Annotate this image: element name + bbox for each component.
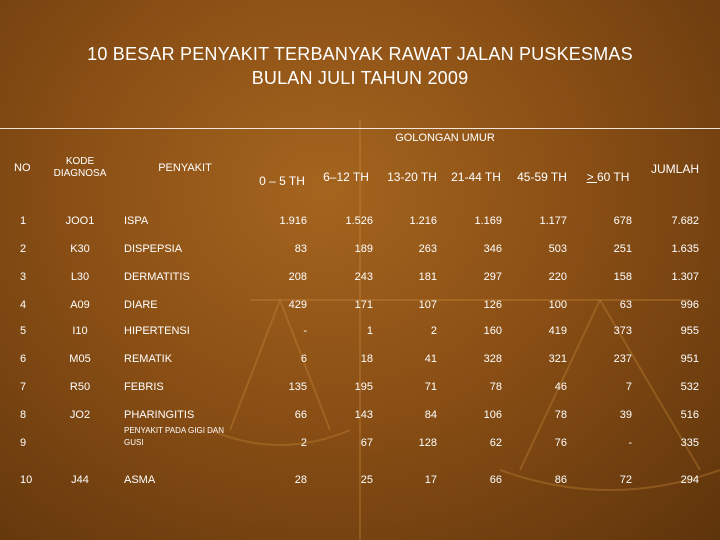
row-value: 106 [483,409,502,421]
header-age-60-text: 60 TH [596,170,630,184]
row-no: 4 [20,299,27,311]
row-value: 503 [548,243,567,255]
row-value: 41 [424,353,437,365]
row-value: 158 [613,271,632,283]
row-value: 951 [680,353,699,365]
row-value: 67 [360,437,373,449]
row-penyakit: PHARINGITIS [124,409,195,421]
row-value: 71 [424,381,437,393]
row-value: 84 [424,409,437,421]
row-value: 160 [483,325,502,337]
row-value: 63 [619,299,632,311]
row-value: 237 [613,353,632,365]
row-kode: I10 [72,325,88,337]
header-kode-diagnosa-text: KODE DIAGNOSA [53,156,107,179]
row-value: 66 [294,409,307,421]
row-value: 1.916 [279,215,307,227]
row-no: 2 [20,243,27,255]
row-value: 7 [625,381,632,393]
row-value: 107 [418,299,437,311]
row-value: 297 [483,271,502,283]
row-value: 321 [548,353,567,365]
row-value: 516 [680,409,699,421]
row-value: 76 [554,437,567,449]
row-kode: A09 [70,299,90,311]
row-value: - [628,437,632,449]
row-no: 6 [20,353,27,365]
row-value: 6 [300,353,307,365]
row-no: 3 [20,271,27,283]
row-value: 78 [489,381,502,393]
header-age-60-plus [576,170,640,184]
row-value: 135 [288,381,307,393]
row-value: 955 [680,325,699,337]
header-kode-diagnosa [44,156,116,180]
row-value: 263 [418,243,437,255]
page-title [0,42,720,90]
row-no: 8 [20,409,27,421]
row-value: 83 [294,243,307,255]
row-value: 72 [619,474,632,486]
title-line-2: BULAN JULI TAHUN 2009 [251,68,469,88]
row-no: 1 [20,215,27,227]
row-value: 678 [613,215,632,227]
row-kode: R50 [69,381,91,393]
row-value: 128 [418,437,437,449]
row-value: 189 [354,243,373,255]
row-penyakit: FEBRIS [124,381,164,393]
row-value: 62 [489,437,502,449]
row-value: 1.169 [474,215,502,227]
row-kode: J44 [71,474,89,486]
title-line-1: 10 BESAR PENYAKIT TERBANYAK RAWAT JALAN PUSKESMAS [87,44,633,64]
row-value: 171 [354,299,373,311]
row-value: 532 [680,381,699,393]
row-value: 2 [300,437,307,449]
row-value: 1.177 [539,215,567,227]
row-value: 1 [366,325,373,337]
row-value: 429 [288,299,307,311]
row-penyakit: DISPEPSIA [124,243,183,255]
header-age-13-20: 13-20 TH [387,170,437,184]
header-age-60-prefix: > [586,170,597,184]
row-value: 39 [619,409,632,421]
row-kode: JOO1 [65,215,95,227]
header-no: NO [14,162,31,174]
row-value: 46 [554,381,567,393]
header-age-45-59: 45-59 TH [517,170,567,184]
row-no: 10 [20,474,33,486]
row-value: 195 [354,381,373,393]
row-value: 373 [613,325,632,337]
row-penyakit: PENYAKIT PADA GIGI DAN GUSI [124,426,225,447]
header-jumlah: JUMLAH [650,162,699,176]
header-age-6-12: 6–12 TH [323,170,369,184]
row-value: 28 [294,474,307,486]
row-kode: JO2 [69,409,91,421]
row-value: 346 [483,243,502,255]
row-value: 243 [354,271,373,283]
row-value: 78 [554,409,567,421]
row-kode: K30 [70,243,90,255]
row-value: 1.307 [671,271,699,283]
row-kode: M05 [69,353,91,365]
row-value: 1.635 [671,243,699,255]
row-kode: L30 [70,271,90,283]
row-value: 1.216 [409,215,437,227]
row-value: 294 [680,474,699,486]
row-value: 143 [354,409,373,421]
row-penyakit: REMATIK [124,353,173,365]
row-value: - [303,325,307,337]
header-golongan-umur: GOLONGAN UMUR [395,132,495,144]
row-value: 328 [483,353,502,365]
row-value: 7.682 [671,215,699,227]
row-penyakit: DERMATITIS [124,271,190,283]
row-value: 419 [548,325,567,337]
row-value: 1.526 [345,215,373,227]
row-value: 17 [424,474,437,486]
row-value: 18 [360,353,373,365]
row-value: 66 [489,474,502,486]
row-penyakit: ISPA [124,215,149,227]
row-value: 996 [680,299,699,311]
row-value: 181 [418,271,437,283]
header-penyakit: PENYAKIT [158,162,212,174]
row-value: 126 [483,299,502,311]
row-penyakit: ASMA [124,474,156,486]
row-value: 208 [288,271,307,283]
header-age-21-44: 21-44 TH [451,170,501,184]
row-value: 335 [680,437,699,449]
disease-table [0,128,720,540]
row-value: 86 [554,474,567,486]
row-no: 7 [20,381,27,393]
row-no: 5 [20,325,27,337]
row-value: 251 [613,243,632,255]
row-penyakit: DIARE [124,299,158,311]
row-penyakit: HIPERTENSI [124,325,190,337]
row-no: 9 [20,437,27,449]
row-value: 25 [360,474,373,486]
row-value: 220 [548,271,567,283]
header-age-0-5: 0 – 5 TH [259,174,305,188]
row-value: 100 [548,299,567,311]
row-value: 2 [430,325,437,337]
